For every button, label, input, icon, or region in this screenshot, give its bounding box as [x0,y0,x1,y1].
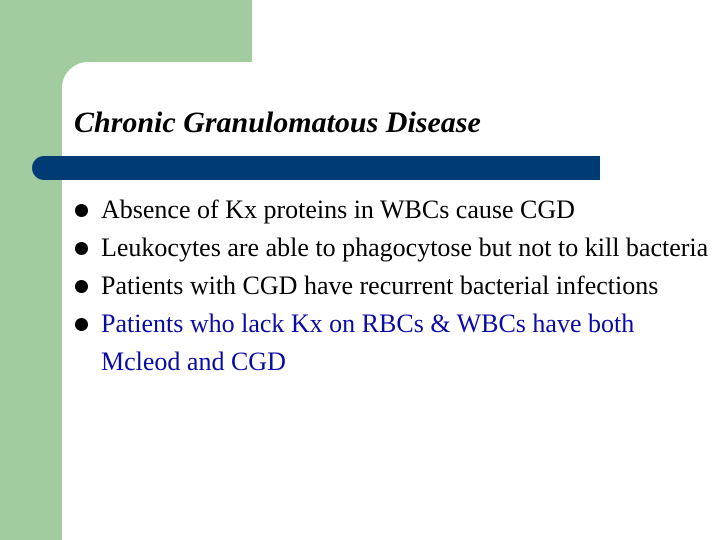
green-side-band [0,0,62,540]
bullet-text: Absence of Kx proteins in WBCs cause CGD [101,195,575,224]
green-top-band [0,0,252,62]
bullet-text: Patients who lack Kx on RBCs & WBCs have both Mcleod and CGD [101,309,635,376]
bullet-item [70,267,710,305]
bullet-text: Leukocytes are able to phagocytose but not to kill bacteria [101,233,709,262]
bullet-item-highlighted [70,305,710,381]
bullet-item [70,191,710,229]
bullet-text: Patients with CGD have recurrent bacterial infections [101,271,659,300]
bullet-icon [75,204,88,217]
rounded-corner [62,62,102,102]
bullet-list [70,191,710,381]
bullet-icon [75,318,88,331]
bullet-icon [75,280,88,293]
bullet-icon [75,242,88,255]
title-underline-bar [32,156,600,180]
bullet-item [70,229,710,267]
slide-title: Chronic Granulomatous Disease [74,106,481,139]
